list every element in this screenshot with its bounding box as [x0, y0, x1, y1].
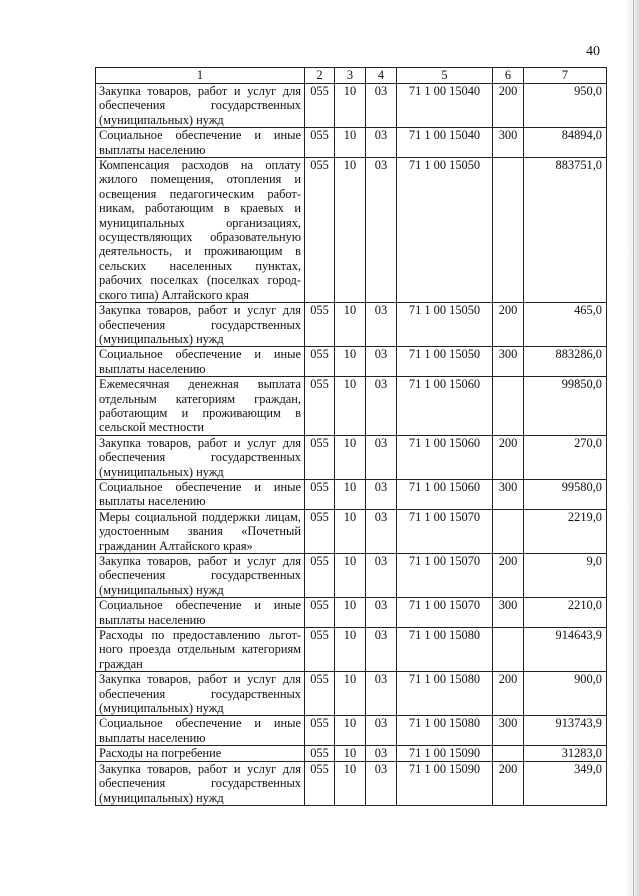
row-code-target: 71 1 00 15040	[397, 128, 493, 158]
row-code-admin: 055	[305, 303, 335, 347]
row-code-admin: 055	[305, 128, 335, 158]
row-code-section: 10	[335, 761, 366, 805]
table-row	[96, 598, 607, 628]
row-code-expense-type	[493, 377, 524, 436]
row-code-target: 71 1 00 15040	[397, 84, 493, 128]
row-name: Социальное обеспечение и иные выплаты населению	[96, 479, 305, 509]
row-name: Закупка товаров, работ и услуг для обеспечения государственных (муниципальных) нужд	[96, 554, 305, 598]
row-code-subsection: 03	[366, 509, 397, 553]
row-amount: 900,0	[524, 672, 607, 716]
row-code-subsection: 03	[366, 746, 397, 761]
row-name: Компенсация расходов на оплату жилого помещения, отопления и освещения педагогическим работникам, работающим в краевых и муниципальных организациях, осуществляющих образовательную деятельность, и проживающим в сельских населенных пунктах, рабочих поселках (поселках городского типа) Алтайского края	[96, 158, 305, 303]
row-code-admin: 055	[305, 377, 335, 436]
table-body	[96, 84, 607, 806]
row-code-section: 10	[335, 479, 366, 509]
table-row	[96, 554, 607, 598]
row-code-section: 10	[335, 672, 366, 716]
row-code-expense-type: 200	[493, 435, 524, 479]
row-amount: 270,0	[524, 435, 607, 479]
row-code-subsection: 03	[366, 716, 397, 746]
header-row	[96, 68, 607, 84]
row-code-subsection: 03	[366, 628, 397, 672]
row-code-target: 71 1 00 15060	[397, 435, 493, 479]
row-code-target: 71 1 00 15080	[397, 716, 493, 746]
table-row	[96, 158, 607, 303]
row-amount: 465,0	[524, 303, 607, 347]
row-code-expense-type: 200	[493, 672, 524, 716]
table-row	[96, 628, 607, 672]
row-code-admin: 055	[305, 746, 335, 761]
row-amount: 84894,0	[524, 128, 607, 158]
table-row	[96, 672, 607, 716]
row-code-expense-type: 300	[493, 598, 524, 628]
column-header-4: 4	[366, 68, 397, 84]
row-code-target: 71 1 00 15070	[397, 509, 493, 553]
row-name: Закупка товаров, работ и услуг для обеспечения государственных (муниципальных) нужд	[96, 761, 305, 805]
row-code-target: 71 1 00 15080	[397, 628, 493, 672]
budget-table	[95, 67, 607, 806]
row-name: Меры социальной поддержки лицам, удостоенным звания «Почетный гражданин Алтайского края»	[96, 509, 305, 553]
row-amount: 2219,0	[524, 509, 607, 553]
row-amount: 914643,9	[524, 628, 607, 672]
row-code-subsection: 03	[366, 479, 397, 509]
row-code-section: 10	[335, 84, 366, 128]
row-code-expense-type: 300	[493, 716, 524, 746]
row-code-expense-type: 300	[493, 128, 524, 158]
row-name: Расходы по предоставлению льготного проезда отдельным категориям граждан	[96, 628, 305, 672]
row-code-subsection: 03	[366, 158, 397, 303]
row-code-admin: 055	[305, 672, 335, 716]
table-row	[96, 377, 607, 436]
table-row	[96, 84, 607, 128]
row-code-admin: 055	[305, 158, 335, 303]
table-row	[96, 435, 607, 479]
row-amount: 2210,0	[524, 598, 607, 628]
column-header-2: 2	[305, 68, 335, 84]
row-amount: 950,0	[524, 84, 607, 128]
row-name: Социальное обеспечение и иные выплаты населению	[96, 598, 305, 628]
row-code-subsection: 03	[366, 554, 397, 598]
row-name: Закупка товаров, работ и услуг для обеспечения государственных (муниципальных) нужд	[96, 672, 305, 716]
row-code-subsection: 03	[366, 761, 397, 805]
table-row	[96, 509, 607, 553]
table-row	[96, 128, 607, 158]
column-header-1: 1	[96, 68, 305, 84]
row-code-expense-type	[493, 509, 524, 553]
row-code-target: 71 1 00 15070	[397, 598, 493, 628]
row-code-section: 10	[335, 509, 366, 553]
page-edge-line	[633, 0, 634, 896]
row-amount: 883286,0	[524, 347, 607, 377]
row-code-expense-type	[493, 628, 524, 672]
row-code-expense-type	[493, 158, 524, 303]
row-name: Закупка товаров, работ и услуг для обеспечения государственных (муниципальных) нужд	[96, 303, 305, 347]
row-code-section: 10	[335, 598, 366, 628]
row-code-section: 10	[335, 554, 366, 598]
row-code-target: 71 1 00 15050	[397, 158, 493, 303]
row-code-target: 71 1 00 15050	[397, 303, 493, 347]
row-code-expense-type: 300	[493, 479, 524, 509]
row-code-admin: 055	[305, 347, 335, 377]
row-code-section: 10	[335, 158, 366, 303]
row-amount: 883751,0	[524, 158, 607, 303]
row-code-admin: 055	[305, 598, 335, 628]
row-code-admin: 055	[305, 716, 335, 746]
row-code-subsection: 03	[366, 128, 397, 158]
column-header-3: 3	[335, 68, 366, 84]
row-amount: 349,0	[524, 761, 607, 805]
row-code-admin: 055	[305, 628, 335, 672]
row-code-subsection: 03	[366, 672, 397, 716]
row-code-admin: 055	[305, 509, 335, 553]
row-amount: 99850,0	[524, 377, 607, 436]
row-code-target: 71 1 00 15080	[397, 672, 493, 716]
row-code-target: 71 1 00 15060	[397, 377, 493, 436]
row-name: Ежемесячная денежная выплата отдельным категориям граждан, работающим и проживающим в сельской местности	[96, 377, 305, 436]
row-code-section: 10	[335, 303, 366, 347]
row-code-target: 71 1 00 15050	[397, 347, 493, 377]
row-name: Социальное обеспечение и иные выплаты населению	[96, 716, 305, 746]
column-header-5: 5	[397, 68, 493, 84]
row-amount: 99580,0	[524, 479, 607, 509]
row-name: Закупка товаров, работ и услуг для обеспечения государственных (муниципальных) нужд	[96, 435, 305, 479]
row-amount: 31283,0	[524, 746, 607, 761]
row-code-section: 10	[335, 347, 366, 377]
row-code-subsection: 03	[366, 598, 397, 628]
row-code-subsection: 03	[366, 347, 397, 377]
row-code-admin: 055	[305, 435, 335, 479]
table-row	[96, 761, 607, 805]
row-code-target: 71 1 00 15060	[397, 479, 493, 509]
table-row	[96, 479, 607, 509]
row-code-subsection: 03	[366, 377, 397, 436]
row-code-target: 71 1 00 15090	[397, 761, 493, 805]
row-code-section: 10	[335, 716, 366, 746]
row-name: Социальное обеспечение и иные выплаты населению	[96, 128, 305, 158]
row-code-expense-type: 300	[493, 347, 524, 377]
row-code-subsection: 03	[366, 435, 397, 479]
row-code-section: 10	[335, 746, 366, 761]
page-number: 40	[586, 44, 600, 59]
row-code-expense-type: 200	[493, 554, 524, 598]
row-name: Закупка товаров, работ и услуг для обеспечения государственных (муниципальных) нужд	[96, 84, 305, 128]
row-code-section: 10	[335, 128, 366, 158]
row-code-section: 10	[335, 435, 366, 479]
row-code-section: 10	[335, 377, 366, 436]
row-code-expense-type: 200	[493, 761, 524, 805]
row-code-admin: 055	[305, 761, 335, 805]
column-header-7: 7	[524, 68, 607, 84]
table-row	[96, 716, 607, 746]
row-code-subsection: 03	[366, 303, 397, 347]
row-code-expense-type: 200	[493, 84, 524, 128]
row-code-expense-type	[493, 746, 524, 761]
row-code-expense-type: 200	[493, 303, 524, 347]
row-name: Расходы на погребение	[96, 746, 305, 761]
table-row	[96, 303, 607, 347]
row-code-subsection: 03	[366, 84, 397, 128]
row-code-section: 10	[335, 628, 366, 672]
row-code-admin: 055	[305, 479, 335, 509]
row-code-target: 71 1 00 15070	[397, 554, 493, 598]
row-amount: 9,0	[524, 554, 607, 598]
row-name: Социальное обеспечение и иные выплаты населению	[96, 347, 305, 377]
column-header-6: 6	[493, 68, 524, 84]
row-amount: 913743,9	[524, 716, 607, 746]
table-row	[96, 746, 607, 761]
table-row	[96, 347, 607, 377]
row-code-admin: 055	[305, 84, 335, 128]
row-code-target: 71 1 00 15090	[397, 746, 493, 761]
row-code-admin: 055	[305, 554, 335, 598]
